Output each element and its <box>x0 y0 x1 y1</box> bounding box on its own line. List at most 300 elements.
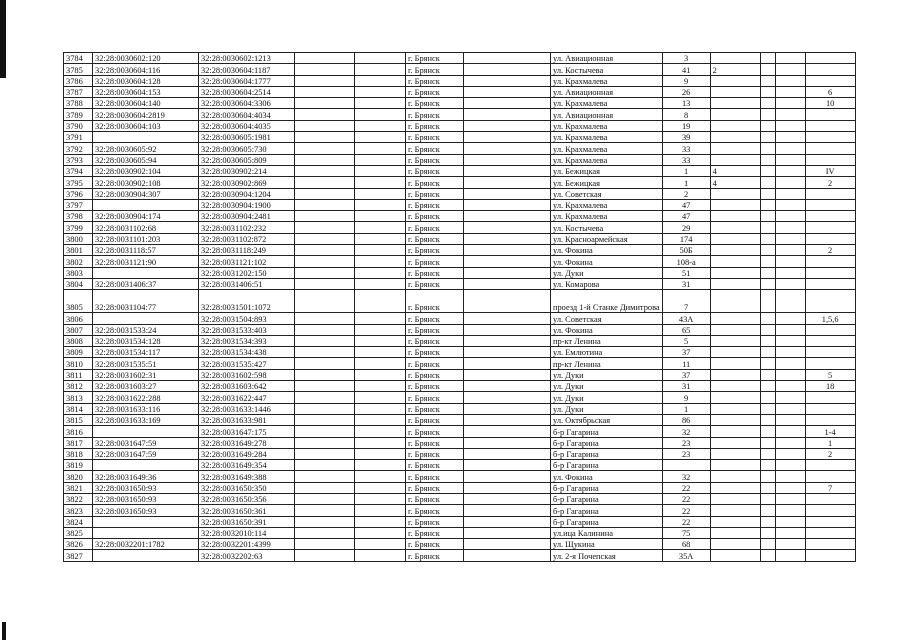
cadastral-number-1: 32:28:0030902:108 <box>93 177 199 188</box>
empty-cell <box>295 324 355 335</box>
building-cell <box>710 188 760 199</box>
apartment-cell <box>805 392 855 403</box>
street-cell: ул. Октябрьская <box>551 414 663 425</box>
scan-edge-mark <box>0 0 6 78</box>
empty-cell <box>464 426 551 437</box>
empty-cell <box>775 392 805 403</box>
cadastral-number-2: 32:28:0031649:278 <box>199 437 295 448</box>
empty-cell <box>464 222 551 233</box>
empty-cell <box>760 53 775 64</box>
house-number: 22 <box>662 505 710 516</box>
empty-cell <box>295 233 355 244</box>
cadastral-number-1: 32:28:0030602:120 <box>93 53 199 64</box>
empty-cell <box>295 290 355 313</box>
table-row <box>64 267 856 278</box>
city-cell: г. Брянск <box>406 539 464 550</box>
apartment-cell <box>805 550 855 561</box>
street-cell: ул. Крахмалева <box>551 98 663 109</box>
cadastral-number-2: 32:28:0030604:1777 <box>199 75 295 86</box>
empty-cell <box>775 256 805 267</box>
street-cell: ул. Фокина <box>551 324 663 335</box>
table-row <box>64 335 856 346</box>
empty-cell <box>464 437 551 448</box>
empty-cell <box>295 358 355 369</box>
street-cell: ул. Крахмалева <box>551 143 663 154</box>
cadastral-number-2: 32:28:0031534:393 <box>199 335 295 346</box>
cadastral-number-2: 32:28:0030904:1204 <box>199 188 295 199</box>
city-cell: г. Брянск <box>406 471 464 482</box>
row-number: 3822 <box>64 493 93 504</box>
empty-cell <box>295 98 355 109</box>
cadastral-number-1: 32:28:0031535:51 <box>93 358 199 369</box>
empty-cell <box>760 493 775 504</box>
building-cell <box>710 98 760 109</box>
apartment-cell: 1 <box>805 437 855 448</box>
cadastral-number-1: 32:28:0031406:37 <box>93 278 199 289</box>
empty-cell <box>355 414 406 425</box>
cadastral-number-1: 32:28:0031118:57 <box>93 245 199 256</box>
building-cell <box>710 482 760 493</box>
street-cell: ул. Фокина <box>551 471 663 482</box>
cadastral-number-2: 32:28:0031650:361 <box>199 505 295 516</box>
empty-cell <box>760 64 775 75</box>
table-row <box>64 98 856 109</box>
empty-cell <box>464 53 551 64</box>
apartment-cell <box>805 120 855 131</box>
cadastral-number-1: 32:28:0030604:116 <box>93 64 199 75</box>
apartment-cell: 7 <box>805 482 855 493</box>
city-cell: г. Брянск <box>406 53 464 64</box>
empty-cell <box>295 267 355 278</box>
empty-cell <box>760 403 775 414</box>
table-row <box>64 222 856 233</box>
empty-cell <box>775 290 805 313</box>
empty-cell <box>775 347 805 358</box>
table-row <box>64 493 856 504</box>
cadastral-number-2: 32:28:0030904:2481 <box>199 211 295 222</box>
cadastral-number-1 <box>93 267 199 278</box>
cadastral-number-1 <box>93 426 199 437</box>
empty-cell <box>295 460 355 471</box>
cadastral-number-2: 32:28:0030605:1981 <box>199 132 295 143</box>
cadastral-number-1: 32:28:0032201:1782 <box>93 539 199 550</box>
cadastral-number-2: 32:28:0031118:249 <box>199 245 295 256</box>
empty-cell <box>760 165 775 176</box>
row-number: 3805 <box>64 290 93 313</box>
city-cell: г. Брянск <box>406 493 464 504</box>
cadastral-number-2: 32:28:0032202:63 <box>199 550 295 561</box>
apartment-cell: 10 <box>805 98 855 109</box>
house-number <box>662 460 710 471</box>
cadastral-number-2: 32:28:0030604:4035 <box>199 120 295 131</box>
empty-cell <box>775 414 805 425</box>
building-cell <box>710 471 760 482</box>
city-cell: г. Брянск <box>406 369 464 380</box>
empty-cell <box>295 437 355 448</box>
city-cell: г. Брянск <box>406 335 464 346</box>
apartment-cell <box>805 132 855 143</box>
empty-cell <box>295 211 355 222</box>
empty-cell <box>760 550 775 561</box>
empty-cell <box>464 120 551 131</box>
house-number: 43А <box>662 313 710 324</box>
cadastral-number-1 <box>93 516 199 527</box>
house-number: 5 <box>662 335 710 346</box>
building-cell <box>710 460 760 471</box>
empty-cell <box>355 109 406 120</box>
apartment-cell <box>805 53 855 64</box>
apartment-cell: 18 <box>805 381 855 392</box>
house-number: 13 <box>662 98 710 109</box>
apartment-cell <box>805 188 855 199</box>
street-cell: б-р Гагарина <box>551 437 663 448</box>
table-row <box>64 392 856 403</box>
empty-cell <box>295 64 355 75</box>
cadastral-number-1: 32:28:0031650:93 <box>93 482 199 493</box>
house-number: 50Б <box>662 245 710 256</box>
empty-cell <box>295 347 355 358</box>
house-number: 32 <box>662 471 710 482</box>
empty-cell <box>775 448 805 459</box>
row-number: 3800 <box>64 233 93 244</box>
empty-cell <box>355 120 406 131</box>
empty-cell <box>775 381 805 392</box>
house-number: 2 <box>662 188 710 199</box>
empty-cell <box>464 154 551 165</box>
empty-cell <box>295 426 355 437</box>
house-number: 23 <box>662 448 710 459</box>
empty-cell <box>355 233 406 244</box>
house-number: 86 <box>662 414 710 425</box>
empty-cell <box>775 516 805 527</box>
city-cell: г. Брянск <box>406 482 464 493</box>
table-row <box>64 64 856 75</box>
empty-cell <box>464 381 551 392</box>
row-number: 3819 <box>64 460 93 471</box>
cadastral-number-1: 32:28:0030902:104 <box>93 165 199 176</box>
table-row <box>64 75 856 86</box>
apartment-cell <box>805 233 855 244</box>
table-row <box>64 53 856 64</box>
empty-cell <box>464 64 551 75</box>
empty-cell <box>295 471 355 482</box>
building-cell <box>710 267 760 278</box>
row-number: 3826 <box>64 539 93 550</box>
empty-cell <box>760 358 775 369</box>
row-number: 3812 <box>64 381 93 392</box>
city-cell: г. Брянск <box>406 550 464 561</box>
empty-cell <box>775 493 805 504</box>
table-row <box>64 471 856 482</box>
city-cell: г. Брянск <box>406 132 464 143</box>
empty-cell <box>760 527 775 538</box>
empty-cell <box>760 471 775 482</box>
cadastral-number-1: 32:28:0031633:116 <box>93 403 199 414</box>
street-cell: ул. Советская <box>551 188 663 199</box>
empty-cell <box>775 53 805 64</box>
cadastral-number-2: 32:28:0031622:447 <box>199 392 295 403</box>
house-number: 37 <box>662 347 710 358</box>
empty-cell <box>760 267 775 278</box>
house-number: 22 <box>662 493 710 504</box>
apartment-cell <box>805 324 855 335</box>
row-number: 3823 <box>64 505 93 516</box>
row-number: 3797 <box>64 199 93 210</box>
empty-cell <box>355 505 406 516</box>
empty-cell <box>464 493 551 504</box>
table-row <box>64 516 856 527</box>
street-cell: ул. Дуки <box>551 369 663 380</box>
empty-cell <box>355 369 406 380</box>
empty-cell <box>355 403 406 414</box>
table-row <box>64 132 856 143</box>
empty-cell <box>760 278 775 289</box>
building-cell <box>710 120 760 131</box>
empty-cell <box>355 278 406 289</box>
empty-cell <box>775 278 805 289</box>
empty-cell <box>295 369 355 380</box>
table-row <box>64 256 856 267</box>
apartment-cell <box>805 414 855 425</box>
street-cell: б-р Гагарина <box>551 493 663 504</box>
city-cell: г. Брянск <box>406 460 464 471</box>
cadastral-number-1: 32:28:0030604:153 <box>93 86 199 97</box>
empty-cell <box>295 516 355 527</box>
apartment-cell <box>805 143 855 154</box>
cadastral-number-2: 32:28:0030604:3306 <box>199 98 295 109</box>
empty-cell <box>355 177 406 188</box>
empty-cell <box>760 516 775 527</box>
row-number: 3804 <box>64 278 93 289</box>
empty-cell <box>760 539 775 550</box>
cadastral-number-2: 32:28:0031102:232 <box>199 222 295 233</box>
house-number: 3 <box>662 53 710 64</box>
empty-cell <box>355 222 406 233</box>
row-number: 3796 <box>64 188 93 199</box>
empty-cell <box>775 358 805 369</box>
city-cell: г. Брянск <box>406 267 464 278</box>
empty-cell <box>355 335 406 346</box>
row-number: 3813 <box>64 392 93 403</box>
empty-cell <box>295 539 355 550</box>
empty-cell <box>760 233 775 244</box>
street-cell: ул. Фокина <box>551 256 663 267</box>
street-cell: пр-кт Ленина <box>551 335 663 346</box>
empty-cell <box>464 211 551 222</box>
building-cell <box>710 426 760 437</box>
apartment-cell <box>805 199 855 210</box>
table-row <box>64 290 856 313</box>
table-row <box>64 448 856 459</box>
house-number: 7 <box>662 290 710 313</box>
cadastral-number-2: 32:28:0030902:869 <box>199 177 295 188</box>
street-cell: ул. Дуки <box>551 381 663 392</box>
empty-cell <box>464 313 551 324</box>
street-cell: ул. Емлютина <box>551 347 663 358</box>
apartment-cell <box>805 516 855 527</box>
building-cell <box>710 278 760 289</box>
building-cell <box>710 550 760 561</box>
apartment-cell: 5 <box>805 369 855 380</box>
empty-cell <box>355 460 406 471</box>
row-number: 3785 <box>64 64 93 75</box>
city-cell: г. Брянск <box>406 437 464 448</box>
empty-cell <box>760 290 775 313</box>
row-number: 3801 <box>64 245 93 256</box>
street-cell: б-р Гагарина <box>551 426 663 437</box>
house-number: 35А <box>662 550 710 561</box>
city-cell: г. Брянск <box>406 64 464 75</box>
empty-cell <box>355 381 406 392</box>
empty-cell <box>775 98 805 109</box>
empty-cell <box>295 120 355 131</box>
empty-cell <box>760 256 775 267</box>
empty-cell <box>775 437 805 448</box>
cadastral-number-1: 32:28:0030604:103 <box>93 120 199 131</box>
empty-cell <box>355 539 406 550</box>
table-row <box>64 154 856 165</box>
building-cell: 4 <box>710 177 760 188</box>
building-cell <box>710 437 760 448</box>
empty-cell <box>775 550 805 561</box>
building-cell <box>710 75 760 86</box>
cadastral-number-1: 32:28:0030605:92 <box>93 143 199 154</box>
building-cell <box>710 199 760 210</box>
cadastral-number-1: 32:28:0031647:59 <box>93 437 199 448</box>
apartment-cell <box>805 109 855 120</box>
street-cell: ул. Костычева <box>551 222 663 233</box>
house-number: 29 <box>662 222 710 233</box>
cadastral-number-2: 32:28:0032201:4399 <box>199 539 295 550</box>
cadastral-number-1: 32:28:0031603:27 <box>93 381 199 392</box>
house-number: 51 <box>662 267 710 278</box>
city-cell: г. Брянск <box>406 120 464 131</box>
empty-cell <box>295 53 355 64</box>
cadastral-number-2: 32:28:0030604:1187 <box>199 64 295 75</box>
city-cell: г. Брянск <box>406 211 464 222</box>
empty-cell <box>760 188 775 199</box>
empty-cell <box>760 426 775 437</box>
row-number: 3815 <box>64 414 93 425</box>
empty-cell <box>295 550 355 561</box>
cadastral-number-2: 32:28:0031504:893 <box>199 313 295 324</box>
empty-cell <box>355 165 406 176</box>
city-cell: г. Брянск <box>406 392 464 403</box>
row-number: 3806 <box>64 313 93 324</box>
empty-cell <box>295 448 355 459</box>
cadastral-number-1: 32:28:0030904:174 <box>93 211 199 222</box>
street-cell: ул. Советская <box>551 313 663 324</box>
empty-cell <box>775 109 805 120</box>
empty-cell <box>464 75 551 86</box>
row-number: 3799 <box>64 222 93 233</box>
empty-cell <box>775 527 805 538</box>
table-row <box>64 358 856 369</box>
empty-cell <box>760 143 775 154</box>
row-number: 3803 <box>64 267 93 278</box>
empty-cell <box>295 493 355 504</box>
empty-cell <box>760 109 775 120</box>
building-cell <box>710 211 760 222</box>
building-cell <box>710 505 760 516</box>
house-number: 31 <box>662 381 710 392</box>
building-cell <box>710 132 760 143</box>
empty-cell <box>295 278 355 289</box>
cadastral-number-1 <box>93 527 199 538</box>
cadastral-number-2: 32:28:0031501:1072 <box>199 290 295 313</box>
cadastral-number-2: 32:28:0031650:350 <box>199 482 295 493</box>
house-number: 37 <box>662 369 710 380</box>
empty-cell <box>464 199 551 210</box>
city-cell: г. Брянск <box>406 516 464 527</box>
cadastral-number-1: 32:28:0031102:68 <box>93 222 199 233</box>
table-row <box>64 278 856 289</box>
cadastral-number-1: 32:28:0031650:93 <box>93 505 199 516</box>
empty-cell <box>760 414 775 425</box>
empty-cell <box>355 550 406 561</box>
cadastral-number-2: 32:28:0031650:391 <box>199 516 295 527</box>
empty-cell <box>464 290 551 313</box>
building-cell <box>710 222 760 233</box>
empty-cell <box>295 188 355 199</box>
table-row <box>64 527 856 538</box>
empty-cell <box>355 188 406 199</box>
apartment-cell <box>805 278 855 289</box>
empty-cell <box>760 313 775 324</box>
house-number: 19 <box>662 120 710 131</box>
house-number: 1 <box>662 177 710 188</box>
empty-cell <box>775 233 805 244</box>
empty-cell <box>775 222 805 233</box>
empty-cell <box>464 460 551 471</box>
street-cell: проезд 1-й Станке Димитрова <box>551 290 663 313</box>
building-cell <box>710 245 760 256</box>
cadastral-number-2: 32:28:0030904:1900 <box>199 199 295 210</box>
cadastral-number-2: 32:28:0031647:175 <box>199 426 295 437</box>
empty-cell <box>464 335 551 346</box>
table-row <box>64 120 856 131</box>
empty-cell <box>760 222 775 233</box>
cadastral-number-2: 32:28:0031406:51 <box>199 278 295 289</box>
empty-cell <box>464 109 551 120</box>
cadastral-number-2: 32:28:0031202:150 <box>199 267 295 278</box>
apartment-cell: 1,5,6 <box>805 313 855 324</box>
empty-cell <box>775 120 805 131</box>
empty-cell <box>295 381 355 392</box>
cadastral-number-2: 32:28:0031602:598 <box>199 369 295 380</box>
cadastral-number-2: 32:28:0031649:354 <box>199 460 295 471</box>
city-cell: г. Брянск <box>406 426 464 437</box>
empty-cell <box>464 505 551 516</box>
cadastral-number-1: 32:28:0030604:140 <box>93 98 199 109</box>
table-row <box>64 86 856 97</box>
empty-cell <box>295 199 355 210</box>
city-cell: г. Брянск <box>406 199 464 210</box>
empty-cell <box>775 245 805 256</box>
street-cell: ул. Дуки <box>551 267 663 278</box>
row-number: 3791 <box>64 132 93 143</box>
apartment-cell: 2 <box>805 448 855 459</box>
cadastral-number-2: 32:28:0030604:2514 <box>199 86 295 97</box>
building-cell <box>710 358 760 369</box>
house-number: 68 <box>662 539 710 550</box>
empty-cell <box>760 381 775 392</box>
empty-cell <box>760 369 775 380</box>
cadastral-number-1: 32:28:0031534:128 <box>93 335 199 346</box>
building-cell <box>710 347 760 358</box>
street-cell: б-р Гагарина <box>551 460 663 471</box>
row-number: 3818 <box>64 448 93 459</box>
